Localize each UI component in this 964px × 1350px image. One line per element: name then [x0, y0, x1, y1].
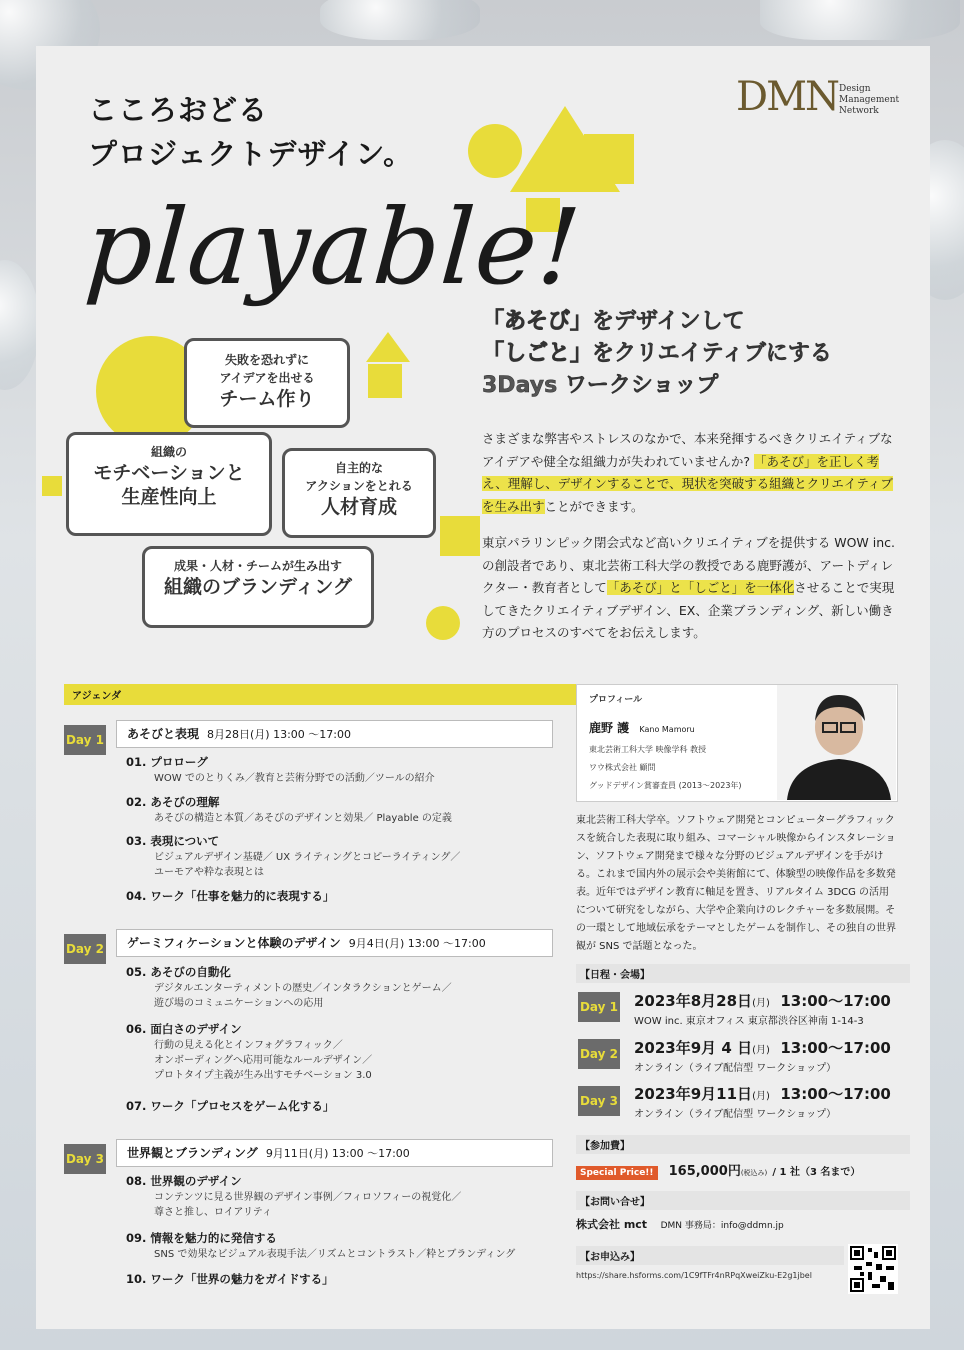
day3-tag: Day 3	[64, 1144, 106, 1174]
bubble-talent	[282, 448, 436, 538]
schedule-day1-date	[634, 990, 891, 1011]
bubble-motivation-main2: 生産性向上	[121, 486, 217, 508]
agenda-item-08-desc2: 尊さと推し、ロイアリティ	[154, 1207, 272, 1218]
schedule-day1-venue: WOW inc. 東京オフィス 東京都渋谷区神南 1-14-3	[634, 1016, 864, 1027]
schedule-day1-time: 13:00～17:00	[780, 992, 891, 1010]
agenda-label: アジェンダ	[64, 684, 578, 705]
contact-email[interactable]: DMN 事務局：info@ddmn.jp	[660, 1221, 784, 1231]
agenda-item-09: 09. 情報を魅力的に発信する	[126, 1231, 277, 1245]
schedule-day1-dow: (月)	[752, 998, 770, 1009]
day3-title: 世界観とブランディング	[127, 1146, 258, 1160]
fee-row	[576, 1160, 860, 1179]
apply-url[interactable]: https://share.hsforms.com/1C9fTFr4nRPqXweiZku-E2g1jbel	[576, 1271, 812, 1280]
schedule-day2-dow: (月)	[752, 1045, 770, 1056]
agenda-item-03-desc2: ユーモアや粋な表現とは	[154, 867, 264, 878]
day2-title: ゲーミフィケーションと体験のデザイン	[127, 936, 341, 950]
profile-name-row	[589, 719, 695, 736]
qr-code-icon[interactable]	[848, 1244, 898, 1294]
headline-line2: をクリエイティブにする	[592, 341, 832, 366]
intro-text: さまざまな弊害やストレスのなかで、本来発揮するべきクリエイティブなアイデアや健全な組織力が失われていませんか?	[482, 431, 893, 469]
schedule-day1-tag: Day 1	[578, 992, 620, 1022]
title-line-2: プロジェクトデザイン。	[88, 137, 414, 171]
background-glass	[760, 0, 960, 40]
agenda-item-03: 03. 表現について	[126, 834, 220, 848]
decor-block-2	[440, 516, 480, 556]
agenda-item-06: 06. 面白さのデザイン	[126, 1022, 242, 1036]
schedule-day3-datemain: 2023年9月11日	[634, 1085, 753, 1103]
fee-tax: (税込み)	[740, 1169, 768, 1177]
contact-company: 株式会社 mct	[576, 1218, 648, 1231]
intro2-highlight: 「あそび」と「しごと」を一体化	[606, 580, 795, 595]
agenda-item-03-desc: ビジュアルデザイン基礎／ UX ライティングとコピーライティング／	[154, 852, 461, 863]
agenda-item-06-desc2: オンボーディングへ応用可能なルールデザイン／	[154, 1055, 373, 1066]
agenda-item-04: 04. ワーク「仕事を魅力的に表現する」	[126, 889, 335, 903]
bubble-branding-sub: 成果・人材・チームが生み出す	[173, 559, 342, 573]
day2-header	[116, 929, 553, 957]
day1-tag: Day 1	[64, 725, 106, 755]
intro-paragraph-1	[482, 428, 900, 518]
bubble-team-sub2: アイデアを出せる	[219, 371, 315, 385]
agenda-item-01-desc: WOW でのとりくみ／教育と芸術分野での活動／ツールの紹介	[154, 773, 435, 784]
profile-role-1: 東北芸術工科大学 映像学科 教授	[589, 745, 707, 754]
background-glass	[320, 0, 480, 40]
intro2-text: 東京パラリンピック閉会式など高いクリエイティブを提供する WOW inc. の創設者であり、東北芸術工科大学の教授である鹿野護が、アートディレクター・教育者として	[482, 535, 895, 595]
schedule-day3-time: 13:00～17:00	[780, 1085, 891, 1103]
intro-paragraph-2	[482, 532, 900, 645]
apply-label: 【お申込み】	[576, 1246, 844, 1265]
headline-line1: をデザインして	[592, 309, 745, 334]
playable-logotype: playable!	[81, 186, 586, 308]
agenda-item-09-desc: SNS で効果なビジュアル表現手法／リズムとコントラスト／粋とブランディング	[154, 1249, 516, 1260]
decor-triangle-2	[366, 332, 410, 362]
day2-tag: Day 2	[64, 934, 106, 964]
logo-sub-3: Network	[839, 106, 879, 116]
day3-date: 9月11日(月) 13:00 ～17:00	[265, 1147, 410, 1160]
title-line-1: こころおどる	[88, 93, 269, 127]
background-glass	[0, 260, 40, 390]
day1-date: 8月28日(月) 13:00 ～17:00	[207, 728, 351, 741]
bubble-talent-sub1: 自主的な	[334, 461, 383, 475]
decor-block-3	[42, 476, 62, 496]
headline-asobi: 「あそび」	[482, 309, 593, 334]
bubble-motivation	[66, 432, 272, 536]
decor-block-1	[368, 364, 402, 398]
bubble-team	[184, 338, 350, 428]
schedule-day2-tag: Day 2	[578, 1039, 620, 1069]
agenda-item-07: 07. ワーク「プロセスをゲーム化する」	[126, 1099, 335, 1113]
day3-header	[116, 1139, 553, 1167]
bubble-team-main: チーム作り	[219, 388, 315, 410]
headline-shigoto: 「しごと」	[482, 341, 593, 366]
schedule-day3-date	[634, 1083, 891, 1104]
profile-role-2: ワウ株式会社 顧問	[589, 763, 656, 772]
dmn-logo: DMN	[736, 74, 839, 120]
day1-header	[116, 720, 553, 748]
bubble-branding	[142, 546, 374, 628]
intro2-text-end: させることで実現してきたクリエイティブデザイン、EX、企業ブランディング、新しい働き方のプロセスのすべてをお伝えします。	[482, 580, 895, 640]
contact-row	[576, 1216, 784, 1232]
schedule-day3-tag: Day 3	[578, 1086, 620, 1116]
profile-bio: 東北芸術工科大学卒。ソフトウェア開発とコンピューターグラフィックスを統合した表現に取り組み、コマーシャル映像からインスタレーション、ソフトウェア開発まで様々な分野のビジュアルデザインを手がける。これまで国内外の展示会や美術館にて、体験型の映像作品を多数発表。近年ではデザイン教育に軸足を置き、リアルタイム 3DCG の活用について研究をしながら、大学や企業向けのレクチャーを多数展開。その一環として地域伝承をテーマとしたゲームを制作し、その独自の世界観が SNS で話題となった。	[576, 815, 896, 952]
profile-label: プロフィール	[589, 695, 643, 705]
headline-line3: 3Days ワークショップ	[482, 373, 719, 398]
fee-price: 165,000円	[668, 1164, 741, 1179]
bubble-motivation-main1: モチベーションと	[93, 462, 245, 484]
decor-block-5	[426, 606, 460, 640]
bubble-branding-main: 組織のブランディング	[163, 576, 353, 598]
agenda-item-06-desc3: プロトタイプ主義が生み出すモチベーション 3.0	[154, 1070, 372, 1081]
headline	[482, 306, 832, 402]
agenda-item-02-desc: あそびの構造と本質／あそびのデザインと効果／ Playable の定義	[154, 813, 452, 824]
flyer-sheet	[36, 46, 930, 1329]
profile-name: 鹿野 護	[589, 721, 630, 735]
bubble-talent-sub2: アクションをとれる	[305, 479, 413, 493]
intro-text-end: ことができます。	[544, 498, 644, 514]
dmn-logo-text	[839, 84, 899, 117]
logo-sub-1: Design	[839, 84, 871, 94]
schedule-day3-dow: (月)	[752, 1091, 770, 1102]
profile-photo	[777, 685, 896, 800]
fee-label: 【参加費】	[576, 1135, 910, 1154]
schedule-day2-time: 13:00～17:00	[780, 1039, 891, 1057]
schedule-day2-venue: オンライン（ライブ配信型 ワークショップ）	[634, 1063, 837, 1074]
schedule-label: 【日程・会場】	[576, 964, 910, 983]
schedule-day1-datemain: 2023年8月28日	[634, 992, 753, 1010]
decor-square	[584, 134, 634, 184]
agenda-item-08-desc: コンテンツに見る世界観のデザイン事例／フィロソフィーの視覚化／	[154, 1192, 462, 1203]
bubble-team-sub1: 失敗を恐れずに	[224, 353, 309, 367]
agenda-item-06-desc: 行動の見える化とインフォグラフィック／	[154, 1040, 343, 1051]
logo-sub-2: Management	[839, 95, 900, 105]
contact-label: 【お問い合せ】	[576, 1191, 910, 1210]
schedule-day2-datemain: 2023年9月 4 日	[634, 1039, 753, 1057]
day1-title: あそびと表現	[127, 727, 200, 741]
agenda-item-05-desc2: 遊び場のコミュニケーションへの応用	[154, 998, 324, 1009]
profile-card	[576, 684, 898, 802]
agenda-item-05: 05. あそびの自動化	[126, 965, 231, 979]
agenda-item-05-desc: デジタルエンターティメントの歴史／インタラクションとゲーム／	[154, 983, 452, 994]
schedule-day2-date	[634, 1037, 891, 1058]
schedule-day3-venue: オンライン（ライブ配信型 ワークショップ）	[634, 1109, 837, 1120]
bubble-motivation-sub: 組織の	[150, 445, 187, 459]
agenda-item-01: 01. プロローグ	[126, 755, 208, 769]
bubble-talent-main: 人材育成	[320, 496, 397, 518]
fee-badge: Special Price!!	[576, 1166, 658, 1180]
profile-role-3: グッドデザイン賞審査員 (2013～2023年)	[589, 781, 742, 790]
fee-per: / 1 社（3 名まで）	[772, 1167, 861, 1178]
intro-highlight: 「あそび」を正しく考え、理解し、デザインすることで、現状を突破する組織とクリエイティブを生み出す	[482, 453, 893, 514]
profile-name-en: Kano Mamoru	[639, 725, 695, 734]
day2-date: 9月4日(月) 13:00 ～17:00	[348, 937, 486, 950]
agenda-item-08: 08. 世界観のデザイン	[126, 1174, 242, 1188]
agenda-item-02: 02. あそびの理解	[126, 795, 220, 809]
agenda-item-10: 10. ワーク「世界の魅力をガイドする」	[126, 1272, 334, 1286]
